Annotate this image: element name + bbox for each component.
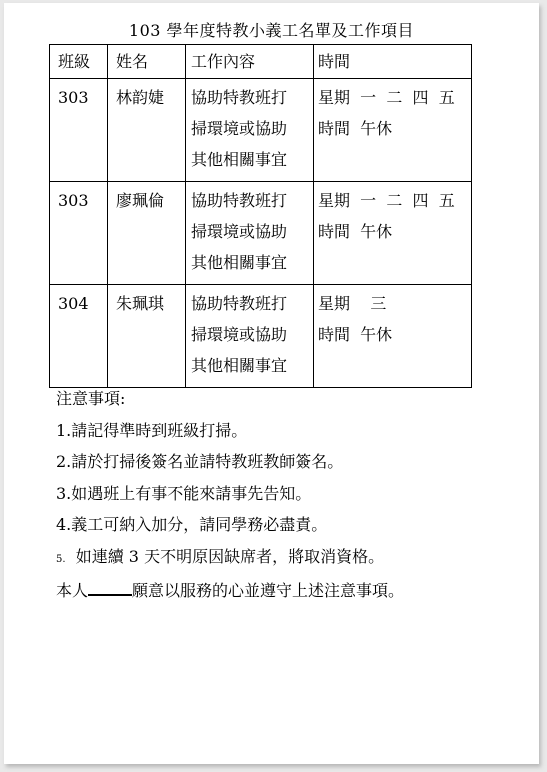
time-line: 時間 午休	[318, 325, 393, 344]
header-work: 工作內容	[186, 45, 314, 79]
document-page	[4, 3, 539, 764]
table-header-row	[50, 45, 472, 79]
note-text: 如遇班上有事不能來請事先告知。	[71, 483, 312, 503]
work-line: 其他相關事宜	[191, 356, 288, 375]
table-row	[50, 285, 472, 388]
time-line: 星期 三	[318, 294, 387, 313]
notes-heading: 注意事項:	[56, 389, 126, 408]
cell-time	[314, 182, 472, 285]
work-line: 其他相關事宜	[191, 253, 288, 272]
note-text: 請記得準時到班級打掃。	[71, 420, 248, 440]
pledge-line	[56, 575, 404, 607]
table-row	[50, 79, 472, 182]
cell-work	[186, 79, 314, 182]
document-title: 103 學年度特教小義工名單及工作項目	[128, 21, 415, 40]
work-line: 掃環境或協助	[191, 222, 288, 241]
work-line: 協助特教班打	[191, 294, 288, 313]
note-number: 4.	[56, 515, 72, 534]
cell-work	[186, 285, 314, 388]
work-line: 協助特教班打	[191, 88, 288, 107]
table-row	[50, 182, 472, 285]
work-line: 掃環境或協助	[191, 119, 288, 138]
header-time: 時間	[314, 45, 472, 79]
note-item	[56, 446, 404, 478]
note-number: 3.	[56, 483, 72, 503]
volunteer-table	[49, 44, 472, 388]
time-line: 時間 午休	[318, 119, 393, 138]
cell-time	[314, 79, 472, 182]
work-line: 其他相關事宜	[191, 150, 288, 169]
header-class: 班級	[50, 45, 108, 79]
cell-time	[314, 285, 472, 388]
cell-name: 朱珮琪	[108, 285, 186, 388]
note-item	[56, 541, 404, 576]
cell-work	[186, 182, 314, 285]
note-text: 如連續 3 天不明原因缺席者，將取消資格。	[75, 546, 385, 566]
note-item	[56, 415, 404, 447]
cell-class: 303	[50, 79, 108, 182]
time-line: 時間 午休	[318, 222, 393, 241]
name-blank-field[interactable]	[88, 580, 132, 596]
notes-section	[56, 383, 404, 607]
cell-class: 303	[50, 182, 108, 285]
cell-name: 林韵婕	[108, 79, 186, 182]
note-number: 1.	[56, 420, 72, 440]
pledge-suffix: 願意以服務的心並遵守上述注意事項。	[132, 581, 405, 600]
note-number: 2.	[56, 452, 72, 471]
cell-name: 廖珮倫	[108, 182, 186, 285]
cell-class: 304	[50, 285, 108, 388]
work-line: 掃環境或協助	[191, 325, 288, 344]
pledge-prefix: 本人	[56, 581, 89, 600]
note-number: 5.	[56, 553, 66, 565]
work-line: 協助特教班打	[191, 191, 288, 210]
header-name: 姓名	[108, 45, 186, 79]
note-item	[56, 509, 404, 541]
note-item	[56, 478, 404, 510]
note-text: 義工可納入加分，請同學務必盡責。	[71, 515, 328, 534]
note-text: 請於打掃後簽名並請特教班教師簽名。	[71, 452, 344, 471]
time-line: 星期 一 二 四 五	[318, 88, 455, 107]
time-line: 星期 一 二 四 五	[318, 191, 455, 210]
